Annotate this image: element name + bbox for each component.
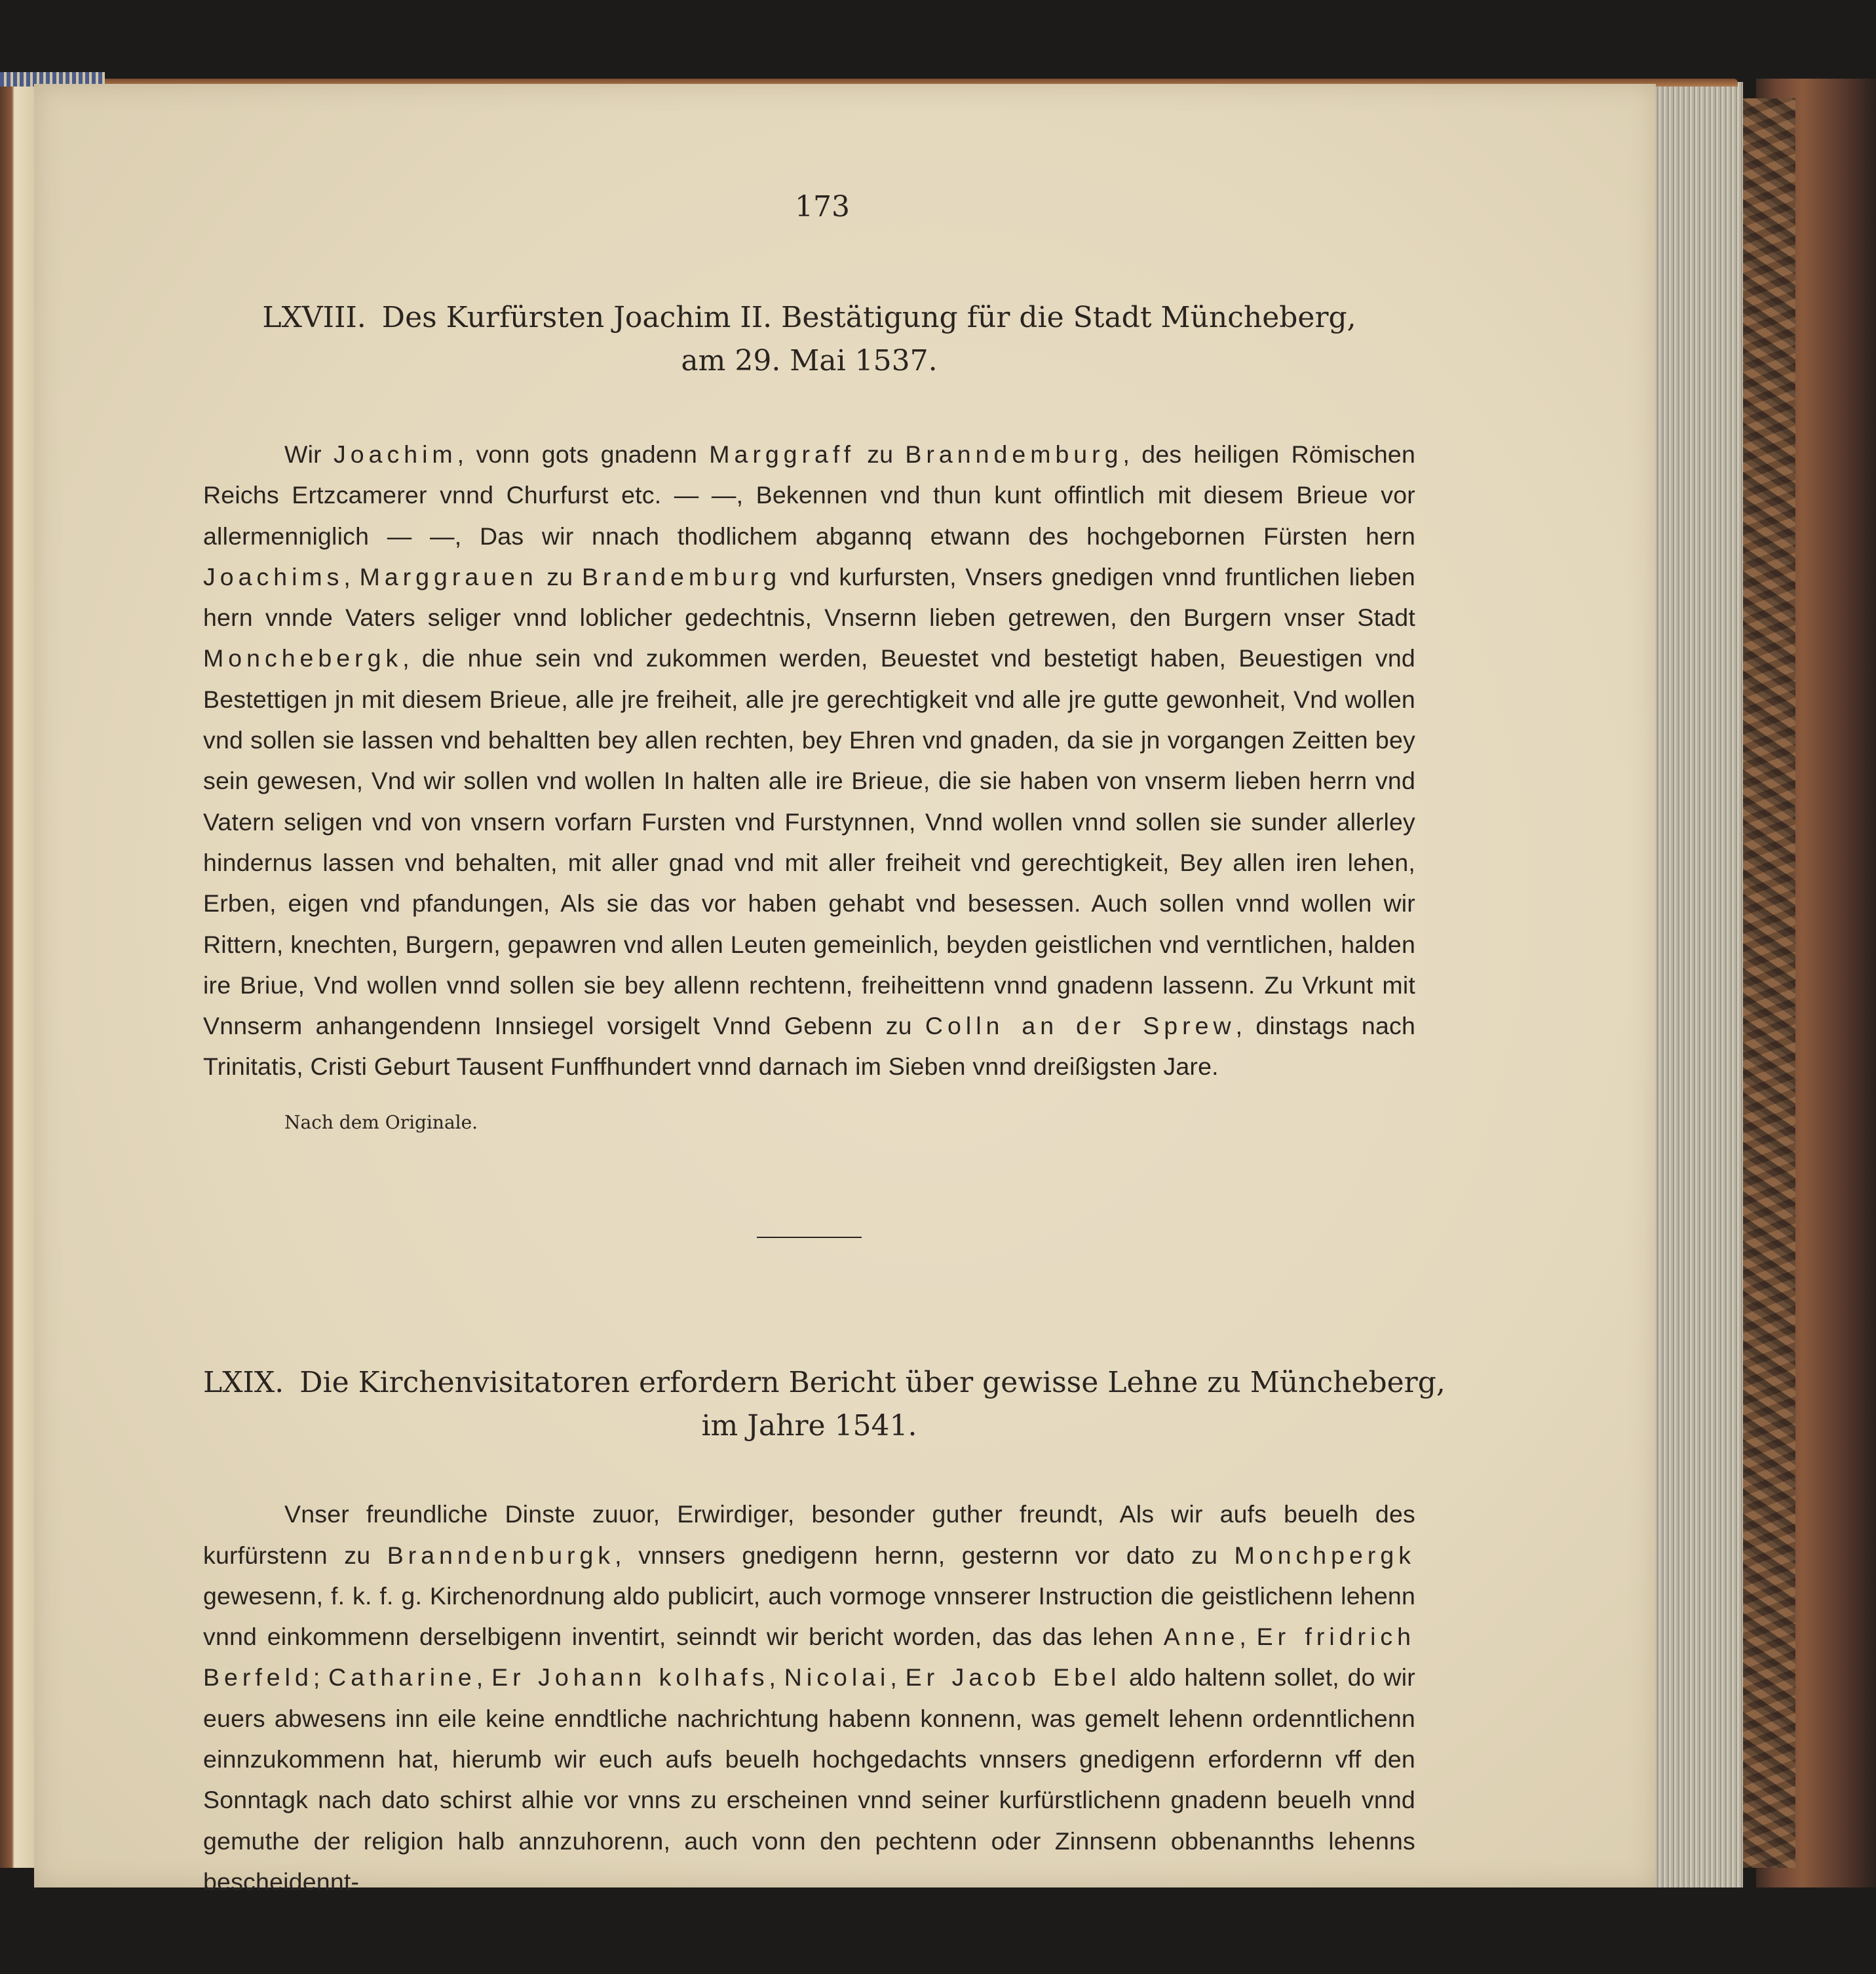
spaced-name-run: Nicolai	[784, 1663, 890, 1692]
text-run: gewesenn, f. k. f. g. Kirchenordnung aldo publicirt, auch vormoge vnnserer Instruction die geistlichenn lehenn vnnd einkommenn derselbigenn inventirt, seinndt wir bericht worden, das das lehen	[203, 1581, 1415, 1651]
spaced-name-run: Branndemburg	[905, 440, 1123, 468]
text-run: Wir	[284, 440, 334, 468]
section-title-line1	[203, 296, 1415, 339]
spaced-name-run: Er fridrich Berfeld	[203, 1623, 1416, 1692]
document-paragraph	[203, 1494, 1415, 1902]
text-run: ,	[476, 1663, 492, 1692]
spaced-name-run: Er Jacob Ebel	[905, 1663, 1121, 1692]
section-number: LXVIII.	[262, 301, 366, 334]
text-run: , vonn gots gnadenn	[457, 440, 710, 468]
spaced-name-run: Marggrauen	[359, 562, 538, 590]
text-run: , die nhue sein vnd zukommen werden, Beuestet vnd bestetigt haben, Beuestigen vnd Bestettigen jn mit diesem Brieue, alle jre freiheit, alle jre gerechtigkeit vnd alle jre gutte gewonheit, Vnd wollen vnd sollen sie lassen vnd behaltten bey allen rechten, bey Ehren vnd gnaden, da sie jn vorgangen Zeitten bey sein gewesen, Vnd wir sollen vnd wollen In halten alle ire Brieue, die sie haben von vnserm lieben herrn vnd Vatern seligen vnd von vnsern vorfarn Fursten vnd Furstynnen, Vnnd wollen vnnd sollen sie sunder allerley hindernus lassen vnd behalten, mit aller gnad vnd mit aller freiheit vnd gerechtigkeit, Bey allen iren lehen, Erben, eigen vnd pfandungen, Als sie das vor haben gehabt vnd besessen. Auch sollen vnnd wollen wir Rittern, knechten, Burgern, gepawren vnd allen Leuten gemeinlich, beyden geistlichen vnd verntlichen, halden ire Briue, Vnd wollen vnnd sollen sie bey allenn rechtenn, freiheittenn vnnd gnadenn lassenn. Zu Vrkunt mit Vnnserm anhangendenn Innsiegel vorsigelt Vnnd Gebenn zu	[203, 644, 1415, 1040]
spaced-name-run: Er Johann kolhafs	[491, 1663, 769, 1692]
text-run: , vnnsers gnedigenn hernn, gesternn vor dato zu	[615, 1541, 1235, 1569]
document-paragraph	[203, 434, 1415, 1087]
spaced-name-run: Joachim	[334, 440, 457, 468]
section-number: LXIX.	[203, 1366, 284, 1400]
page-content	[203, 190, 1445, 1927]
text-run: zu	[537, 562, 582, 590]
text-run: Vnser freundliche Dinste zuuor, Erwirdiger, besonder guther freundt, Als wir aufs beuelh des kurfürstenn zu	[203, 1500, 1415, 1569]
text-run: vnd kurfursten, Vnsers gnedigen vnnd fruntlichen lieben hern vnnde Vaters seliger vnnd loblicher gedechtnis, Vnsernn lieben getrewen, den Burgern vnser Stadt	[203, 562, 1415, 632]
text-run: , dinstags nach Trinitatis, Cristi Geburt Tausent Funffhundert vnnd darnach im Sieben vnnd dreißigsten Jare.	[203, 1012, 1416, 1081]
marbled-cover	[1743, 98, 1795, 1868]
section-title-line1	[203, 1361, 1445, 1404]
spaced-name-run: Branndenburgk	[387, 1541, 615, 1569]
text-run: ,	[890, 1663, 906, 1692]
section-heading-lxviii	[203, 296, 1415, 383]
page-stack-edge	[1645, 82, 1743, 1887]
spaced-name-run: Anne	[1163, 1623, 1240, 1651]
section-title: Des Kurfürsten Joachim II. Bestätigung für die Stadt Müncheberg,	[381, 301, 1356, 334]
left-page-sliver	[0, 85, 34, 1868]
text-run: aldo haltenn sollet, do wir euers abwesens inn eile keine enndtliche nachrichtung habenn konnenn, was gemelt lehenn ordenntlichenn einnzukommenn hat, hierumb wir euch aufs beuelh hochgedachts vnnsers gnedigenn erfordernn vff den Sonntagk nach dato schirst alhie vor vnns zu erscheinen vnnd seiner kurfürstlichenn gnadenn beuelh vnnd gemuthe der religion halb annzuhorenn, auch vonn den pechtenn oder Zinnsenn obbenannths lehenns bescheidennt-	[203, 1663, 1415, 1895]
section-title: Die Kirchenvisitatoren erfordern Bericht über gewisse Lehne zu Müncheberg,	[299, 1366, 1445, 1400]
spaced-name-run: Monchpergk	[1234, 1541, 1415, 1569]
text-run: ,	[769, 1663, 784, 1692]
spaced-name-run: Colln an der Sprew	[925, 1012, 1236, 1040]
section-divider	[757, 1237, 862, 1238]
spaced-name-run: Marggraff	[709, 440, 856, 468]
section-heading-lxix	[203, 1361, 1445, 1448]
source-note: Nach dem Originale.	[284, 1112, 478, 1134]
text-run: ;	[313, 1663, 329, 1692]
spaced-name-run: Catharine	[328, 1663, 476, 1692]
text-run: , des heiligen Römischen Reichs Ertzcamerer vnnd Churfurst etc. — —, Bekennen vnd thun kunt offintlich mit diesem Brieue vor allermenniglich — —, Das wir nnach thodlichem abgannq etwann des hochgebornen Fürsten hern	[203, 440, 1415, 550]
spaced-name-run: Brandemburg	[581, 562, 782, 590]
section-date: im Jahre 1541.	[701, 1409, 917, 1443]
spaced-name-run: Joachims	[203, 562, 344, 590]
text-run: ,	[1239, 1623, 1257, 1651]
page-number: 173	[795, 190, 850, 223]
text-run: zu	[855, 440, 906, 468]
section-date: am 29. Mai 1537.	[681, 344, 938, 377]
spaced-name-run: Monchebergk	[203, 644, 403, 672]
text-run: ,	[343, 562, 360, 590]
